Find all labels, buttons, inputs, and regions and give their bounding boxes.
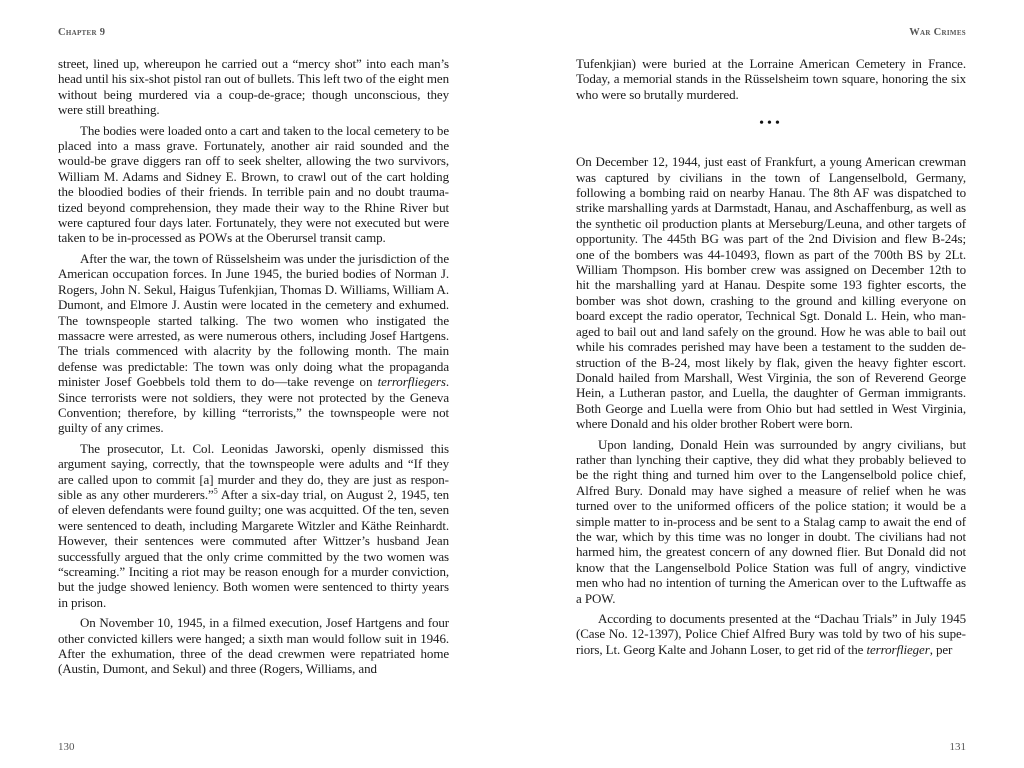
- section-after-break: [576, 154, 966, 657]
- paragraph-text: On November 10, 1945, in a filmed execution, Josef Hartgens and four other convicted killers were hanged; a sixth man would follow suit in 1946. After the exhumation, three of the dead crewmen were repatriated home (Austin, Dumont, and Sekul) and three (Rogers, Williams, and: [58, 615, 449, 677]
- paragraph-text: , per: [929, 641, 953, 657]
- paragraph-text: . Since terrorists were not soldiers, they were not protected by the Geneva Convention; therefore, by killing “terrorists,” the townspeople were not guilty of any crimes.: [58, 374, 449, 436]
- left-page: [58, 0, 449, 768]
- paragraph-text: Tufenkjian) were buried at the Lorraine American Cemetery in France. Today, a memorial stands in the Rüsselsheim town square, honoring the six who were so brutally murdered.: [576, 56, 966, 102]
- paragraph-text: The prosecutor, Lt. Col. Leonidas Jaworski, openly dismissed this argument saying, correctly, that the townspeople were adults and “If they are called upon to commit [a] murder and they do, they are just as responsible as any other murderers.”: [58, 440, 449, 502]
- paragraph-text: According to documents presented at the “Dachau Trials” in July 1945 (Case No. 12-1397), Police Chief Alfred Bury was told by two of his superiors, Lt. Georg Kalte and Johann Loser, to get rid of the: [576, 611, 966, 657]
- paragraph: [576, 56, 966, 102]
- footnote-ref: 5: [213, 486, 218, 496]
- page-number-right: 131: [949, 741, 966, 753]
- left-body-text: [58, 56, 449, 682]
- paragraph-text: On December 12, 1944, just east of Frankfurt, a young American crewman was captured by civilians in the town of Langenselbold, Germany, following a bombing raid on nearby Hanau. The 8th AF was dispatched to strike marshalling yards at Darmstadt, Hanau, and Aschaffenburg, as well as the synthetic oil production plants at Merseburg/Leuna, and other targets of opportunity. The 445th BG was part of the 2nd Division and flew B-24s; one of the bombers was 44-10493, flown as part of the 700th BS by 2Lt. William Thompson. His bomber crew was assigned on December 12th to hit the marshalling yard at Hanau. Despite some 193 fighter escorts, the bomber was shot down, crashing to the ground and killing everyone on board except the radio operator, Technical Sgt. Donald L. Hein, who managed to bail out and land safely on the ground. How he was able to bail out while his comrades perished may have been a testament to the sudden destruction of the B-24, most likely by flak, given the heavy fighter escort. Donald hailed from Marshall, West Virginia, the son of Reverend George Hein, a Lutheran pastor, and Luella, the daughter of German immigrants. Both George and Luella were from Ohio but had settled in West Virginia, where Donald and his older brother Robert were born.: [576, 154, 966, 432]
- italic-term: terrorfliegers: [377, 374, 446, 390]
- paragraph: [576, 154, 966, 431]
- paragraph-text: street, lined up, whereupon he carried out a “mercy shot” into each man’s head until his six-shot pistol ran out of bullets. This left two of the eight men without being murdered via a coup-de-grace; though unconscious, they were still breathing.: [58, 56, 450, 118]
- section-before-break: [576, 56, 966, 102]
- section-break-ornament: •••: [759, 116, 783, 132]
- paragraph-text: Upon landing, Donald Hein was surrounded by angry civilians, but rather than lynching their captive, they did what they probably believed to be the right thing and turned him over to the Langenselbold police chief, Alfred Bury. Donald may have sighed a measure of relief when he was turned over to the uniformed officers of the police station; it would be a simple matter to in-process and be sent to a Stalag camp to await the end of the war, which by this time was no longer in doubt. The civilians had not harmed him, the greatest concern of any downed flier. But Donald did not know that the Langenselbold Police Station was full of angry, vindictive men who had no intention of turning the American over to the Luftwaffe as a POW.: [576, 436, 966, 606]
- paragraph: [58, 441, 449, 610]
- right-page: [576, 0, 966, 768]
- paragraph: [58, 123, 449, 246]
- paragraph: [58, 615, 449, 677]
- running-head-chapter: Chapter 9: [58, 27, 106, 38]
- paragraph: [576, 611, 966, 657]
- page-number-left: 130: [58, 741, 75, 753]
- paragraph-text: The bodies were loaded onto a cart and taken to the local cemetery to be placed into a mass grave. Fortunately, another air raid sounded and the would-be grave diggers ran off to seek shelter, allowing the two survivors, William M. Adams and Sidney E. Brown, to crawl out of the cart holding the bloodied bodies of their friends. In terrible pain and no doubt traumatized beyond comprehension, they made their way to the Rhine River but were captured four days later. Fortunately, they were not executed but were taken to be in-processed as POWs at the Oberursel transit camp.: [58, 122, 449, 246]
- paragraph: [58, 251, 449, 436]
- running-head-title: War Crimes: [909, 27, 966, 38]
- right-body-text: [576, 56, 966, 662]
- paragraph-text: After a six-day trial, on August 2, 1945, ten of eleven defendants were found guilty; one was acquitted. Of the ten, seven were sentenced to death, including Margarete Witzler and Käthe Reinhardt. However, their sentences were commuted after Wittzer’s husband Jean successfully argued that the only crime committed by the two women was “screaming.” Inciting a riot may be reason enough for a murder conviction, but the judge showed leniency. Both women were sentenced to thirty years in prison.: [58, 486, 449, 610]
- paragraph: [576, 437, 966, 606]
- paragraph: [58, 56, 449, 118]
- paragraph-text: After the war, the town of Rüsselsheim was under the jurisdiction of the American occupation forces. In June 1945, the buried bodies of Norman J. Rogers, John N. Sekul, Haigus Tufenkjian, Thomas D. Williams, William A. Dumont, and Elmore J. Austin were located in the cemetery and exhumed. The townspeople started talking. The two women who instigated the massacre were arrested, as were numerous others, including Josef Hartgens. The trials commenced with alacrity by the following month. The main defense was predictable: The town was only doing what the propaganda minister Josef Goebbels told them to do—take revenge on: [58, 250, 449, 390]
- italic-term: terrorflieger: [866, 641, 930, 657]
